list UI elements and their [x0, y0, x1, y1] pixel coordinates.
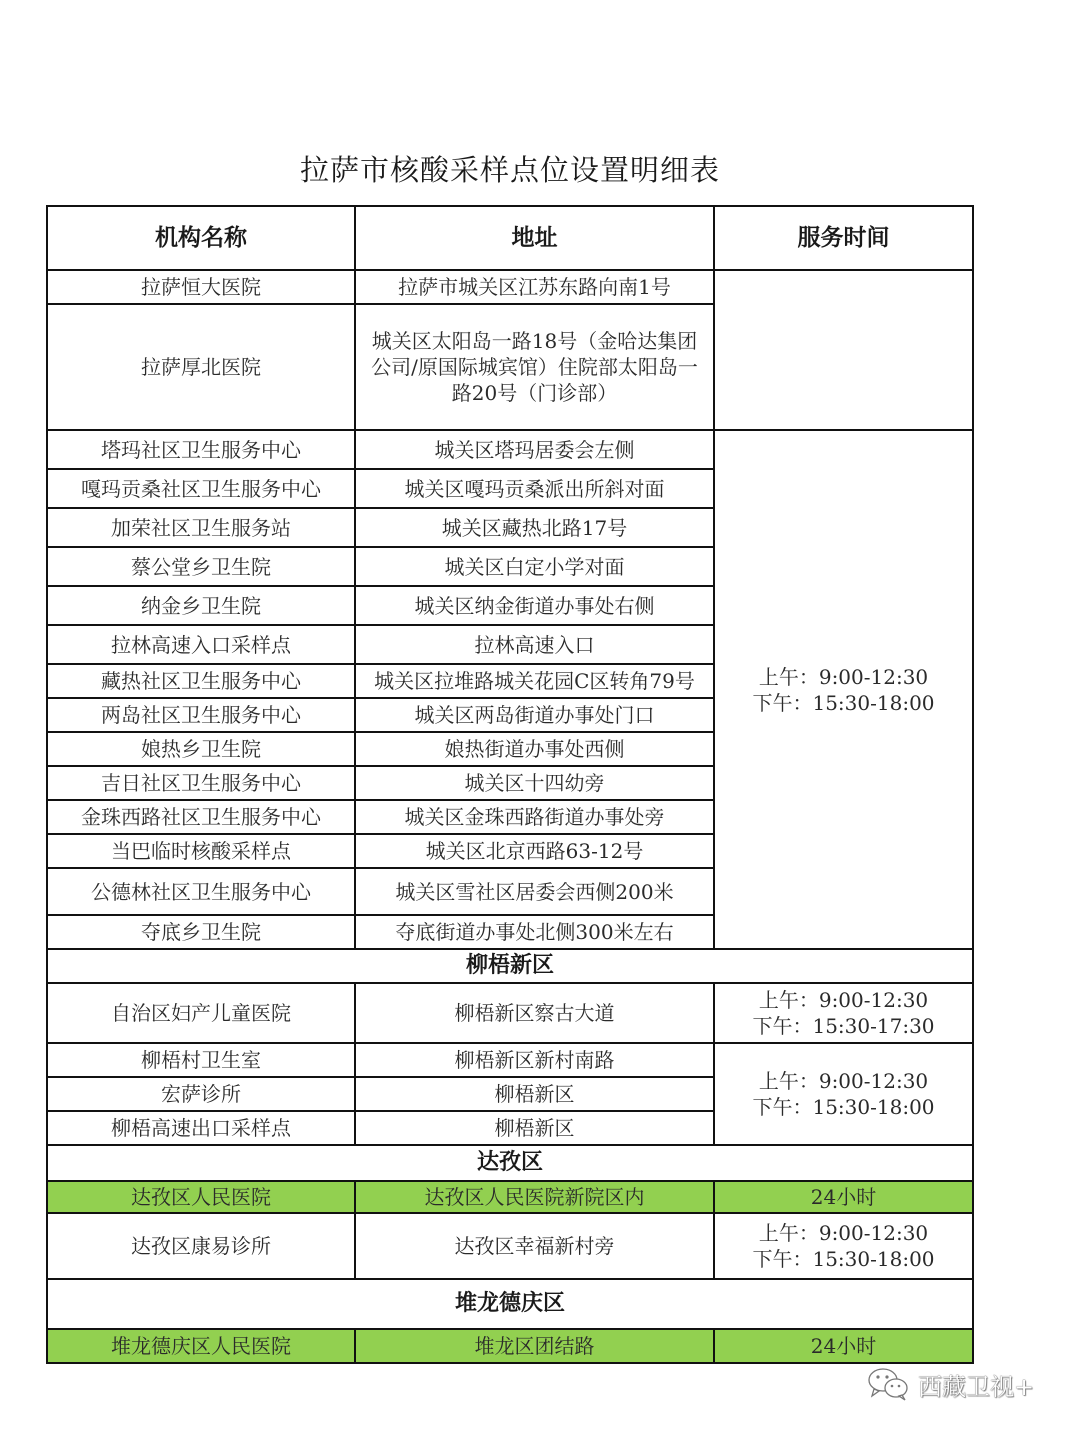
site-name: 拉萨厚北医院 — [47, 304, 355, 430]
site-address: 娘热街道办事处西侧 — [355, 732, 714, 766]
source-watermark — [866, 1366, 1034, 1402]
site-name: 两岛社区卫生服务中心 — [47, 698, 355, 732]
hours-am: 上午：9:00-12:30 — [758, 1069, 929, 1093]
hours-am: 上午：9:00-12:30 — [758, 1221, 929, 1245]
site-name: 达孜区人民医院 — [47, 1181, 355, 1213]
site-name: 娘热乡卫生院 — [47, 732, 355, 766]
watermark-text: 西藏卫视+ — [918, 1372, 1035, 1401]
site-hours — [714, 430, 973, 949]
site-address: 城关区金珠西路街道办事处旁 — [355, 800, 714, 834]
section-title: 柳梧新区 — [47, 949, 973, 983]
table-row-highlighted — [47, 1329, 973, 1363]
table-header-row — [47, 206, 973, 270]
site-name: 藏热社区卫生服务中心 — [47, 664, 355, 698]
header-name: 机构名称 — [47, 206, 355, 270]
table-row — [47, 430, 973, 469]
site-address: 城关区十四幼旁 — [355, 766, 714, 800]
site-address: 达孜区幸福新村旁 — [355, 1213, 714, 1279]
hours-pm: 下午：15:30-18:00 — [752, 690, 935, 715]
header-hours: 服务时间 — [714, 206, 973, 270]
hours-pm: 下午：15:30-18:00 — [752, 1095, 935, 1119]
section-row-dazi — [47, 1145, 973, 1181]
hours-am: 上午：9:00-12:30 — [758, 988, 929, 1012]
site-hours — [714, 1043, 973, 1145]
site-address: 城关区嘎玛贡桑派出所斜对面 — [355, 469, 714, 508]
site-name: 蔡公堂乡卫生院 — [47, 547, 355, 586]
hours-am: 上午：9:00-12:30 — [758, 664, 929, 689]
site-address: 柳梧新区 — [355, 1077, 714, 1111]
site-address: 城关区雪社区居委会西侧200米 — [355, 868, 714, 915]
site-hours: 24小时 — [714, 1181, 973, 1213]
sampling-sites-table — [46, 205, 974, 1364]
site-hours — [714, 270, 973, 430]
site-address: 达孜区人民医院新院区内 — [355, 1181, 714, 1213]
site-address: 拉林高速入口 — [355, 625, 714, 664]
site-address: 城关区藏热北路17号 — [355, 508, 714, 547]
site-address: 城关区拉堆路城关花园C区转角79号 — [355, 664, 714, 698]
site-name: 夺底乡卫生院 — [47, 915, 355, 949]
document-title: 拉萨市核酸采样点位设置明细表 — [299, 153, 720, 187]
site-name: 金珠西路社区卫生服务中心 — [47, 800, 355, 834]
section-row-duilongdeqing — [47, 1279, 973, 1329]
site-address: 城关区太阳岛一路18号（金哈达集团公司/原国际城宾馆）住院部太阳岛一路20号（门诊部） — [355, 304, 714, 430]
site-name: 公德林社区卫生服务中心 — [47, 868, 355, 915]
table-row-highlighted — [47, 1181, 973, 1213]
site-name: 堆龙德庆区人民医院 — [47, 1329, 355, 1363]
table-row — [47, 1213, 973, 1279]
site-name: 加荣社区卫生服务站 — [47, 508, 355, 547]
wechat-icon — [866, 1366, 912, 1402]
site-name: 拉林高速入口采样点 — [47, 625, 355, 664]
site-address: 城关区两岛街道办事处门口 — [355, 698, 714, 732]
site-name: 嘎玛贡桑社区卫生服务中心 — [47, 469, 355, 508]
site-address: 城关区塔玛居委会左侧 — [355, 430, 714, 469]
site-name: 塔玛社区卫生服务中心 — [47, 430, 355, 469]
site-address: 堆龙区团结路 — [355, 1329, 714, 1363]
site-address: 夺底街道办事处北侧300米左右 — [355, 915, 714, 949]
hours-pm: 下午：15:30-18:00 — [752, 1247, 935, 1271]
site-name: 柳梧高速出口采样点 — [47, 1111, 355, 1145]
site-address: 城关区纳金街道办事处右侧 — [355, 586, 714, 625]
table-row — [47, 270, 973, 304]
site-address: 拉萨市城关区江苏东路向南1号 — [355, 270, 714, 304]
site-address: 柳梧新区察古大道 — [355, 983, 714, 1043]
site-name: 拉萨恒大医院 — [47, 270, 355, 304]
site-hours — [714, 983, 973, 1043]
site-hours — [714, 1213, 973, 1279]
hours-pm: 下午：15:30-17:30 — [752, 1014, 935, 1038]
site-name: 纳金乡卫生院 — [47, 586, 355, 625]
site-name: 宏萨诊所 — [47, 1077, 355, 1111]
site-address: 城关区白定小学对面 — [355, 547, 714, 586]
site-name: 自治区妇产儿童医院 — [47, 983, 355, 1043]
site-name: 当巴临时核酸采样点 — [47, 834, 355, 868]
table-row — [47, 1043, 973, 1077]
section-row-liuwu — [47, 949, 973, 983]
site-address: 城关区北京西路63-12号 — [355, 834, 714, 868]
site-name: 达孜区康易诊所 — [47, 1213, 355, 1279]
site-address: 柳梧新区 — [355, 1111, 714, 1145]
site-hours: 24小时 — [714, 1329, 973, 1363]
section-title: 达孜区 — [47, 1145, 973, 1181]
site-name: 柳梧村卫生室 — [47, 1043, 355, 1077]
section-title: 堆龙德庆区 — [47, 1279, 973, 1329]
site-address: 柳梧新区新村南路 — [355, 1043, 714, 1077]
site-name: 吉日社区卫生服务中心 — [47, 766, 355, 800]
table-row — [47, 983, 973, 1043]
header-address: 地址 — [355, 206, 714, 270]
